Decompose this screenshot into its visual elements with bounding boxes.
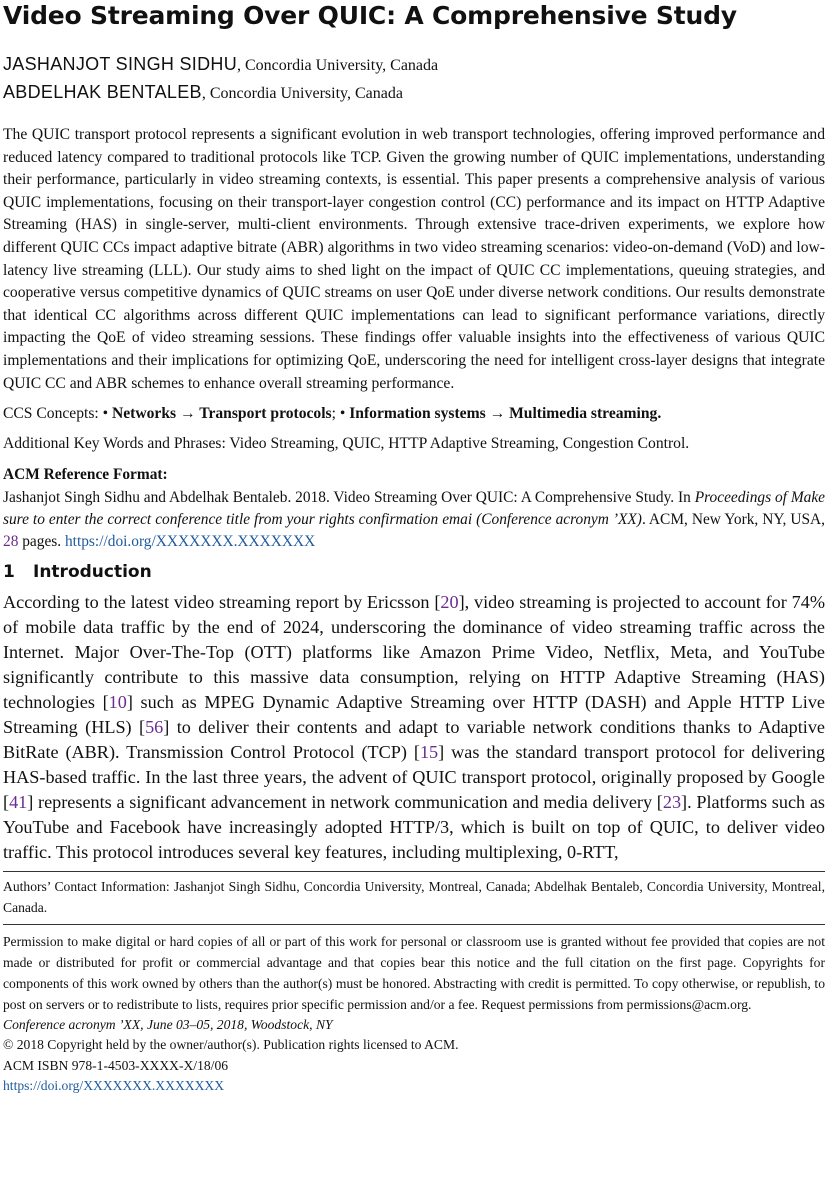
paper-title: Video Streaming Over QUIC: A Comprehensive Study [3, 1, 737, 30]
ccs-concept: Multimedia streaming [509, 405, 658, 423]
body-text: ] such as MPEG Dynamic Adaptive Streaming over HTTP (DASH) and Apple HTTP Live Streaming (HLS) [ [3, 691, 826, 737]
ref-pages-link[interactable]: 28 [3, 533, 19, 551]
author-contact-footnote: Authors’ Contact Information: Jashanjot Singh Sidhu, Concordia University, Montreal, Canada; Abdelhak Bentaleb, Concordia University, Montreal, Canada. [3, 878, 825, 915]
ccs-concept: Transport protocols [199, 405, 332, 423]
author-name: ABDELHAK BENTALEB [3, 82, 202, 102]
citation-link[interactable]: 10 [108, 691, 127, 712]
section-heading [3, 560, 825, 584]
author-name: JASHANJOT SINGH SIDHU [3, 54, 237, 74]
body-text: ], video streaming is projected to account for 74% of mobile data traffic by the end of 2024, underscoring the dominance of video streaming traffic across the Internet. Major Over-The-Top (OTT) platforms like Amazon Prime Video, Netflix, Meta, and YouTube significantly contribute to this massive data consumption, relying on HTTP Adaptive Streaming (HAS) technologies [ [3, 591, 825, 712]
ccs-concepts [3, 403, 825, 425]
ref-text: Jashanjot Singh Sidhu and Abdelhak Bentaleb. 2018. Video Streaming Over QUIC: A Comprehensive Study. In [3, 488, 695, 506]
body-text: ] represents a significant advancement in network communication and media delivery [ [27, 791, 663, 812]
footnote-divider [3, 871, 825, 872]
ccs-label: CCS Concepts: • [3, 405, 112, 423]
permission-footnote [3, 931, 825, 1097]
citation-link[interactable]: 23 [662, 791, 682, 812]
citation-link[interactable]: 41 [9, 791, 28, 812]
ref-text: . ACM, New York, NY, USA, [641, 510, 825, 528]
ccs-concept: Information systems [349, 405, 486, 423]
acm-reference-format [3, 464, 825, 554]
ref-venue: Proceedings of Make sure to enter the correct conference title from your rights confirmation emai (Conference acronym ’XX) [3, 488, 825, 528]
author-affiliation: , Concordia University, Canada [201, 85, 403, 102]
footer-doi-link[interactable]: https://doi.org/XXXXXXX.XXXXXXX [3, 1078, 225, 1094]
intro-paragraph [3, 590, 825, 865]
abstract [3, 124, 825, 395]
ccs-separator: ; • [331, 405, 350, 423]
paper-page [3, 0, 825, 1097]
ref-format-label: ACM Reference Format: [3, 466, 168, 484]
body-text: ] to deliver their contents and adapt to variable network conditions thanks to Adaptive BitRate (ABR). Transmission Control Protocol (TCP) [ [3, 716, 825, 762]
body-text: ]. Platforms such as YouTube and Facebook have increasingly adopted HTTP/3, which is built on top of QUIC, to deliver video traffic. This protocol introduces several key features, including multiplexing, 0-RTT, [3, 791, 825, 862]
keywords: Additional Key Words and Phrases: Video Streaming, QUIC, HTTP Adaptive Streaming, Congestion Control. [3, 435, 690, 453]
author-entry [3, 51, 825, 79]
ccs-concept: Networks [112, 405, 177, 423]
copyright-line: © 2018 Copyright held by the owner/author(s). Publication rights licensed to ACM. [3, 1037, 459, 1053]
author-list [3, 51, 825, 107]
author-entry [3, 79, 825, 107]
footnote-divider [3, 924, 825, 925]
citation-link[interactable]: 15 [419, 741, 439, 762]
body-text: According to the latest video streaming report by Ericsson [ [3, 591, 441, 612]
ccs-end: . [657, 405, 662, 423]
ccs-arrow: → [176, 405, 200, 423]
abstract-text: The QUIC transport protocol represents a significant evolution in web transport technologies, offering improved performance and reduced latency compared to traditional protocols like TCP. Given the growing number of QUIC implementations, understanding their performance, particularly in video streaming contexts, is essential. This paper presents a comprehensive analysis of various QUIC implementations, focusing on their transport-layer congestion control (CC) performance and its impact on HTTP Adaptive Streaming (HAS) in single-server, multi-client environments. Through extensive trace-driven experiments, we explore how different QUIC CCs impact adaptive bitrate (ABR) algorithms in two video streaming scenarios: video-on-demand (VoD) and low-latency live streaming (LLL). Our study aims to shed light on the impact of QUIC CC implementations, queuing strategies, and cooperative versus competitive dynamics of QUIC streams on user QoE under diverse network conditions. Our results demonstrate that identical CC algorithms across different QUIC implementations can lead to significant performance variations, directly impacting the QoE of video streaming sessions. These findings offer valuable insights into the effectiveness of various QUIC implementations and their implications for optimizing QoE, underscoring the need for intelligent cross-layer designs that integrate QUIC CC and ABR schemes to enhance overall streaming performance. [3, 126, 825, 392]
conference-info: Conference acronym ’XX, June 03–05, 2018, Woodstock, NY [3, 1016, 333, 1032]
doi-link[interactable]: https://doi.org/XXXXXXX.XXXXXXX [64, 533, 316, 551]
section-title: Introduction [33, 561, 152, 582]
isbn-line: ACM ISBN 978-1-4503-XXXX-X/18/06 [3, 1057, 229, 1073]
citation-link[interactable]: 20 [440, 591, 459, 612]
body-text: ] was the standard transport protocol for delivering HAS-based traffic. In the last three years, the advent of QUIC transport protocol, originally proposed by Google [ [3, 741, 825, 812]
section-number: 1 [3, 561, 15, 582]
ref-text: pages. [18, 533, 65, 551]
author-affiliation: , Concordia University, Canada [237, 57, 439, 74]
permission-text: Permission to make digital or hard copies of all or part of this work for personal or classroom use is granted without fee provided that copies are not made or distributed for profit or commercial advantage and that copies bear this notice and the full citation on the first page. Copyrights for components of this work owned by others than the author(s) must be honored. Abstracting with credit is permitted. To copy otherwise, or republish, to post on servers or to redistribute to lists, requires prior specific permission and/or a fee. Request permissions from permissions@acm.org. [3, 933, 825, 1012]
citation-link[interactable]: 56 [145, 716, 164, 737]
ccs-arrow: → [485, 405, 510, 423]
